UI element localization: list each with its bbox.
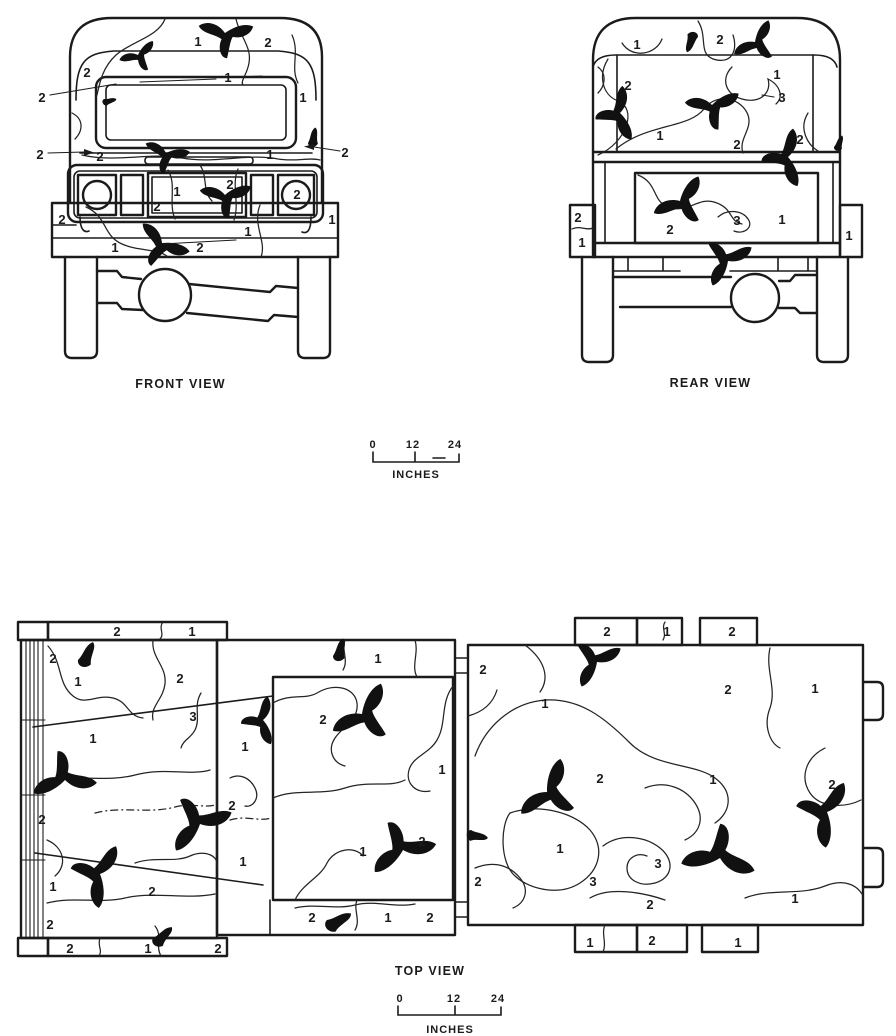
region-number: 1 xyxy=(586,935,594,950)
region-number: 2 xyxy=(66,941,74,956)
region-number: 1 xyxy=(709,772,717,787)
region-number: 1 xyxy=(811,681,819,696)
region-number: 3 xyxy=(733,213,741,228)
region-number: 2 xyxy=(733,137,741,152)
region-number: 3 xyxy=(189,709,197,724)
region-number: 1 xyxy=(778,212,786,227)
region-number: 1 xyxy=(244,224,252,239)
scale-tick-12: 12 xyxy=(405,439,421,451)
region-number: 2 xyxy=(624,78,632,93)
scale-unit: INCHES xyxy=(392,469,440,481)
region-number: 2 xyxy=(113,624,121,639)
rear-truck-outline xyxy=(570,18,862,362)
region-number: 2 xyxy=(474,874,482,889)
region-number: 1 xyxy=(556,841,564,856)
rear-camouflage-lines xyxy=(572,21,818,232)
region-number: 2 xyxy=(148,884,156,899)
region-number: 2 xyxy=(596,771,604,786)
region-number: 1 xyxy=(194,34,202,49)
region-number: 2 xyxy=(418,834,426,849)
region-number: 2 xyxy=(49,651,57,666)
region-number: 2 xyxy=(264,35,272,50)
region-number: 1 xyxy=(299,90,307,105)
region-number: 2 xyxy=(828,777,836,792)
region-number: 1 xyxy=(791,891,799,906)
region-number: 2 xyxy=(426,910,434,925)
region-number: 1 xyxy=(374,651,382,666)
region-number: 2 xyxy=(228,798,236,813)
region-number: 1 xyxy=(541,696,549,711)
region-number: 2 xyxy=(319,712,327,727)
region-number: 1 xyxy=(578,235,586,250)
region-number: 1 xyxy=(239,854,247,869)
region-number: 2 xyxy=(728,624,736,639)
region-number: 1 xyxy=(773,67,781,82)
region-number: 2 xyxy=(214,941,222,956)
scale-bracket xyxy=(373,452,459,462)
region-number: 2 xyxy=(96,149,104,164)
rear-view-drawing xyxy=(550,5,880,373)
region-number: 2 xyxy=(293,187,301,202)
region-number: 2 xyxy=(58,212,66,227)
rear-region-number-labels xyxy=(574,32,852,250)
scale-tick-0: 0 xyxy=(369,439,377,451)
region-number: 2 xyxy=(646,897,654,912)
region-number: 3 xyxy=(778,90,786,105)
region-number: 2 xyxy=(38,90,46,105)
scale-tick-24: 24 xyxy=(447,439,463,451)
region-number: 2 xyxy=(479,662,487,677)
top-view-caption: TOP VIEW xyxy=(394,964,466,978)
region-number: 2 xyxy=(341,145,349,160)
scale-bar-lower xyxy=(386,986,516,1036)
region-number: 1 xyxy=(359,844,367,859)
region-number: 2 xyxy=(796,132,804,147)
region-number: 3 xyxy=(654,856,662,871)
region-number: 2 xyxy=(196,240,204,255)
region-number: 2 xyxy=(38,812,46,827)
region-number: 3 xyxy=(589,874,597,889)
region-number: 2 xyxy=(716,32,724,47)
region-number: 2 xyxy=(648,933,656,948)
region-number: 1 xyxy=(633,37,641,52)
scale-tick-0: 0 xyxy=(396,993,404,1005)
region-number: 1 xyxy=(89,731,97,746)
region-number: 1 xyxy=(224,70,232,85)
region-number: 1 xyxy=(656,128,664,143)
region-number: 2 xyxy=(724,682,732,697)
region-number: 1 xyxy=(74,674,82,689)
front-view-drawing xyxy=(20,5,385,373)
top-region-number-labels xyxy=(38,624,835,956)
region-number: 1 xyxy=(144,941,152,956)
region-number: 1 xyxy=(845,228,853,243)
region-number: 1 xyxy=(663,624,671,639)
region-number: 2 xyxy=(176,671,184,686)
region-number: 2 xyxy=(36,147,44,162)
region-number: 1 xyxy=(111,240,119,255)
region-number: 2 xyxy=(226,177,234,192)
region-number: 1 xyxy=(49,879,57,894)
scale-bar-upper xyxy=(363,432,475,486)
region-number: 1 xyxy=(734,935,742,950)
region-number: 1 xyxy=(328,212,336,227)
top-view-outline xyxy=(18,618,883,956)
scale-unit: INCHES xyxy=(426,1024,474,1036)
scale-bracket xyxy=(398,1006,501,1015)
region-number: 2 xyxy=(153,199,161,214)
region-number: 2 xyxy=(308,910,316,925)
top-view-drawing xyxy=(5,608,891,964)
region-number: 1 xyxy=(266,147,274,162)
scale-tick-12: 12 xyxy=(446,993,462,1005)
scale-tick-24: 24 xyxy=(490,993,506,1005)
region-number: 2 xyxy=(574,210,582,225)
region-number: 2 xyxy=(603,624,611,639)
region-number: 1 xyxy=(438,762,446,777)
region-number: 2 xyxy=(46,917,54,932)
region-number: 1 xyxy=(384,910,392,925)
region-number: 1 xyxy=(188,624,196,639)
rear-view-caption: REAR VIEW xyxy=(669,376,752,390)
region-number: 2 xyxy=(666,222,674,237)
region-number: 2 xyxy=(83,65,91,80)
region-number: 1 xyxy=(241,739,249,754)
region-number: 1 xyxy=(173,184,181,199)
front-view-caption: FRONT VIEW xyxy=(135,377,226,391)
